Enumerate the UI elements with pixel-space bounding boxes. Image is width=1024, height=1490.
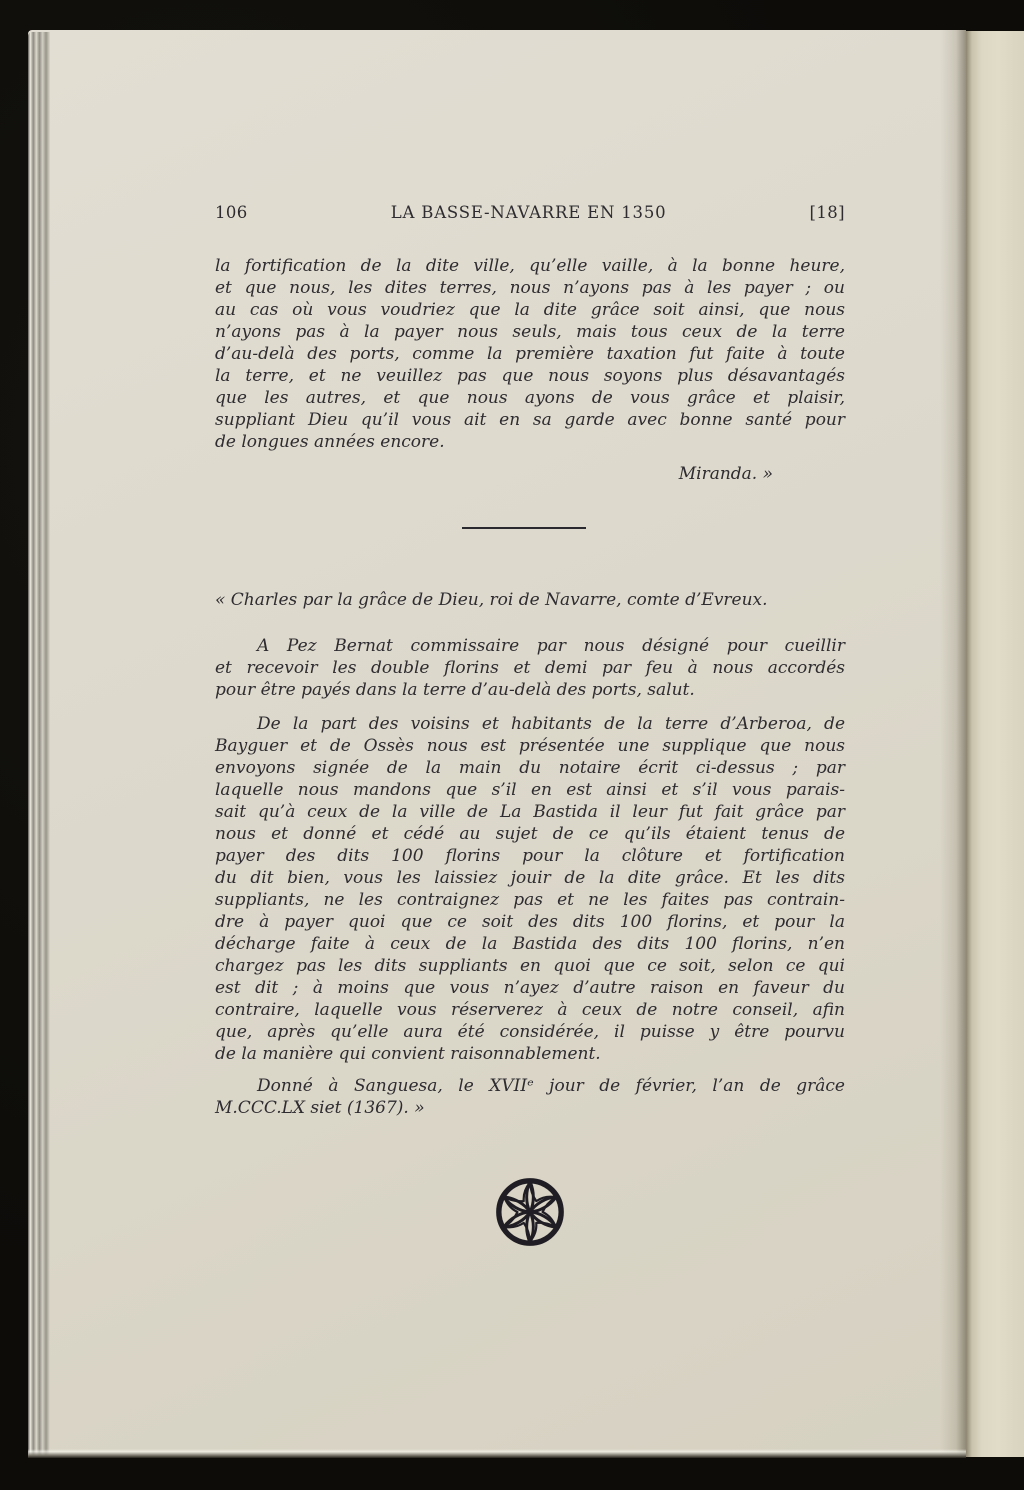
section-divider xyxy=(462,527,586,529)
text-line: du dit bien, vous les laissiez jouir de la dite grâce. Et les dits xyxy=(215,868,845,888)
text-line: que, après qu’elle aura été considérée, il puisse y être pourvu xyxy=(215,1022,845,1042)
text-line: pour être payés dans la terre d’au-delà des ports, salut. xyxy=(215,680,695,700)
text-line: d’au-delà des ports, comme la première taxation fut faite à toute xyxy=(215,344,845,364)
rosette-ornament-icon xyxy=(493,1175,567,1249)
text-line: que les autres, et que nous ayons de vous grâce et plaisir, xyxy=(215,388,845,408)
text-line: A Pez Bernat commissaire par nous désigné pour cueillir xyxy=(257,636,845,656)
gutter-shadow xyxy=(940,30,966,1458)
text-line: dre à payer quoi que ce soit des dits 100 florins, et pour la xyxy=(215,912,845,932)
text-line: la terre, et ne veuillez pas que nous soyons plus désavantagés xyxy=(215,366,845,386)
page-header xyxy=(215,203,845,222)
text-line: De la part des voisins et habitants de la terre d’Arberoa, de xyxy=(257,714,845,734)
text-line: la fortification de la dite ville, qu’elle vaille, à la bonne heure, xyxy=(215,256,845,276)
text-line: envoyons signée de la main du notaire écrit ci-dessus ; par xyxy=(215,758,845,778)
text-line: et que nous, les dites terres, nous n’ayons pas à les payer ; ou xyxy=(215,278,845,298)
text-line: n’ayons pas à la payer nous seuls, mais tous ceux de la terre xyxy=(215,322,845,342)
text-line: de longues années encore. xyxy=(215,432,445,452)
text-line: Donné à Sanguesa, le XVIIᵉ jour de février, l’an de grâce xyxy=(257,1076,845,1096)
text-line: de la manière qui convient raisonnablement. xyxy=(215,1044,601,1064)
text-line: suppliants, ne les contraignez pas et ne les faites pas contrain- xyxy=(215,890,845,910)
text-line: sait qu’à ceux de la ville de La Bastida il leur fut fait grâce par xyxy=(215,802,845,822)
letter-signature: Miranda. » xyxy=(678,464,773,484)
text-line: contraire, laquelle vous réserverez à ceux de notre conseil, afin xyxy=(215,1000,845,1020)
article-number: [18] xyxy=(809,203,845,222)
stacked-page-edges xyxy=(28,32,50,1456)
letter-continuation-paragraph xyxy=(215,255,845,453)
text-line: M.CCC.LX siet (1367). » xyxy=(215,1098,425,1118)
text-line: et recevoir les double florins et demi par feu à nous accordés xyxy=(215,658,845,678)
running-title: LA BASSE-NAVARRE EN 1350 xyxy=(390,203,667,222)
bottom-page-edges xyxy=(28,1449,966,1458)
text-line: laquelle nous mandons que s’il en est ainsi et s’il vous parais- xyxy=(215,780,845,800)
text-line: au cas où vous voudriez que la dite grâce soit ainsi, que nous xyxy=(215,300,845,320)
text-line: nous et donné et cédé au sujet de ce qu’ils étaient tenus de xyxy=(215,824,845,844)
text-line: suppliant Dieu qu’il vous ait en sa garde avec bonne santé pour xyxy=(215,410,845,430)
facing-page-edge xyxy=(966,31,1024,1457)
main-paragraph xyxy=(215,713,845,1065)
text-line: est dit ; à moins que vous n’ayez d’autre raison en faveur du xyxy=(215,978,845,998)
page-content xyxy=(215,203,845,1249)
text-line: Bayguer et de Ossès nous est présentée une supplique que nous xyxy=(215,736,845,756)
address-paragraph xyxy=(215,635,845,701)
text-line: chargez pas les dits suppliants en quoi que ce soit, selon ce qui xyxy=(215,956,845,976)
quote-heading: « Charles par la grâce de Dieu, roi de Navarre, comte d’Evreux. xyxy=(215,590,768,610)
book-page xyxy=(28,30,966,1458)
dateline-paragraph xyxy=(215,1075,845,1119)
text-line: payer des dits 100 florins pour la clôture et fortification xyxy=(215,846,845,866)
page-number: 106 xyxy=(215,203,248,222)
text-line: décharge faite à ceux de la Bastida des dits 100 florins, n’en xyxy=(215,934,845,954)
